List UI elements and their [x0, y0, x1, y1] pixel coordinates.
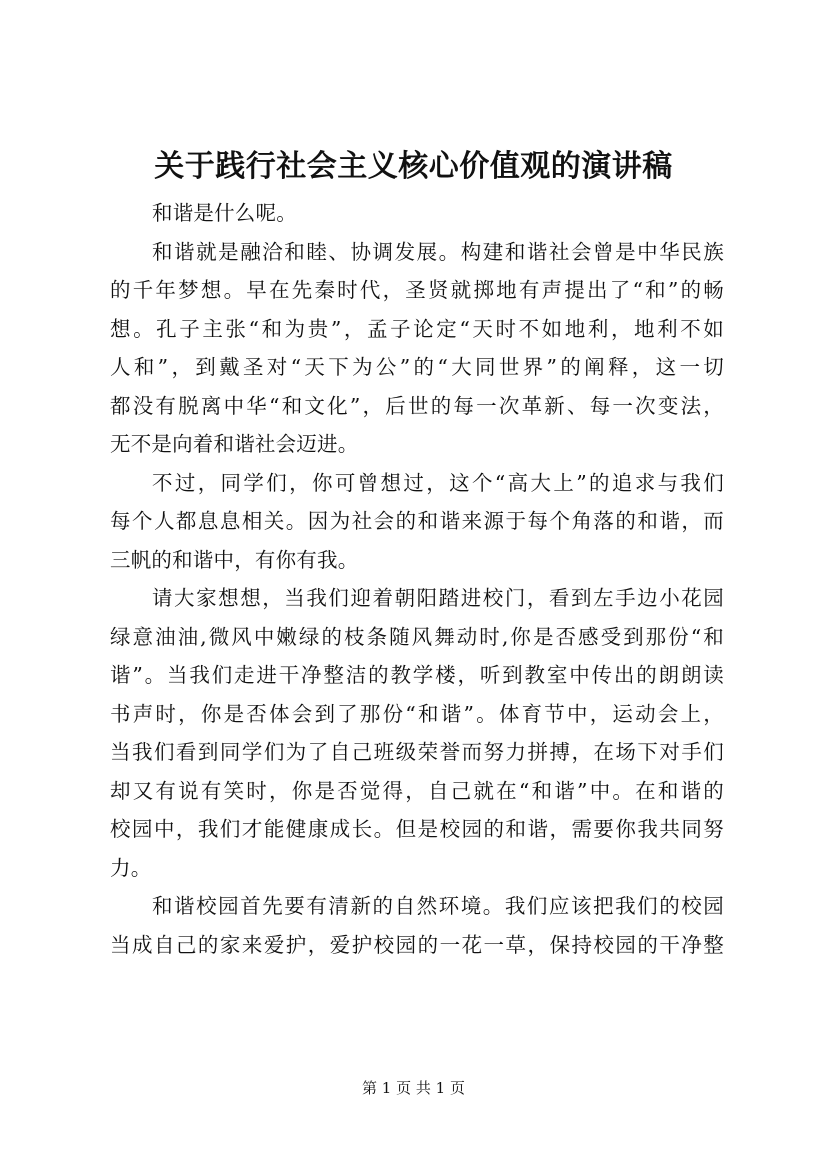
- paragraph-line: 的千年梦想。早在先秦时代，圣贤就掷地有声提出了“和”的畅: [110, 278, 724, 302]
- paragraph-line: 当成自己的家来爱护，爱护校园的一花一草，保持校园的干净整: [110, 932, 724, 957]
- document-body: [110, 194, 724, 964]
- paragraph-line: 不过，同学们，你可曾想过，这个“高大上”的追求与我们: [152, 470, 724, 495]
- paragraph-line: 当我们看到同学们为了自己班级荣誉而努力拼搏，在场下对手们: [110, 740, 724, 764]
- paragraph-line: 每个人都息息相关。因为社会的和谐来源于每个角落的和谐，而: [110, 509, 724, 533]
- paragraph-line: 无不是向着和谐社会迈进。: [110, 432, 359, 456]
- paragraph-line: 却又有说有笑时，你是否觉得，自己就在“和谐”中。在和谐的: [110, 778, 724, 803]
- paragraph-line: 三帆的和谐中，有你有我。: [110, 547, 359, 572]
- paragraph-line: 都没有脱离中华“和文化”，后世的每一次革新、每一次变法，: [110, 393, 724, 418]
- paragraph-line: 请大家想想，当我们迎着朝阳踏进校门，看到左手边小花园: [152, 586, 724, 610]
- paragraph-line: 和谐校园首先要有清新的自然环境。我们应该把我们的校园: [152, 894, 724, 918]
- paragraph-line: 想。孔子主张“和为贵”，孟子论定“天时不如地利，地利不如: [110, 316, 724, 341]
- document-title: 关于践行社会主义核心价值观的演讲稿: [154, 149, 673, 184]
- paragraph-line: 校园中，我们才能健康成长。但是校园的和谐，需要你我共同努: [110, 817, 724, 841]
- paragraph-line: 人和”，到戴圣对“天下为公”的“大同世界”的阐释，这一切: [110, 355, 724, 379]
- paragraph-line: 力。: [110, 855, 152, 880]
- paragraph-line: 书声时，你是否体会到了那份“和谐”。体育节中，运动会上，: [110, 701, 724, 726]
- paragraph-line: 和谐就是融洽和睦、协调发展。构建和谐社会曾是中华民族: [152, 239, 724, 264]
- paragraph-line: 谐”。当我们走进干净整洁的教学楼，听到教室中传出的朗朗读: [110, 663, 724, 687]
- paragraph-line: 绿意油油,微风中嫩绿的枝条随风舞动时,你是否感受到那份“和: [110, 624, 724, 649]
- paragraph-line: 和谐是什么呢。: [152, 201, 297, 225]
- page-number-footer: 第 1 页 共 1 页: [362, 1079, 465, 1097]
